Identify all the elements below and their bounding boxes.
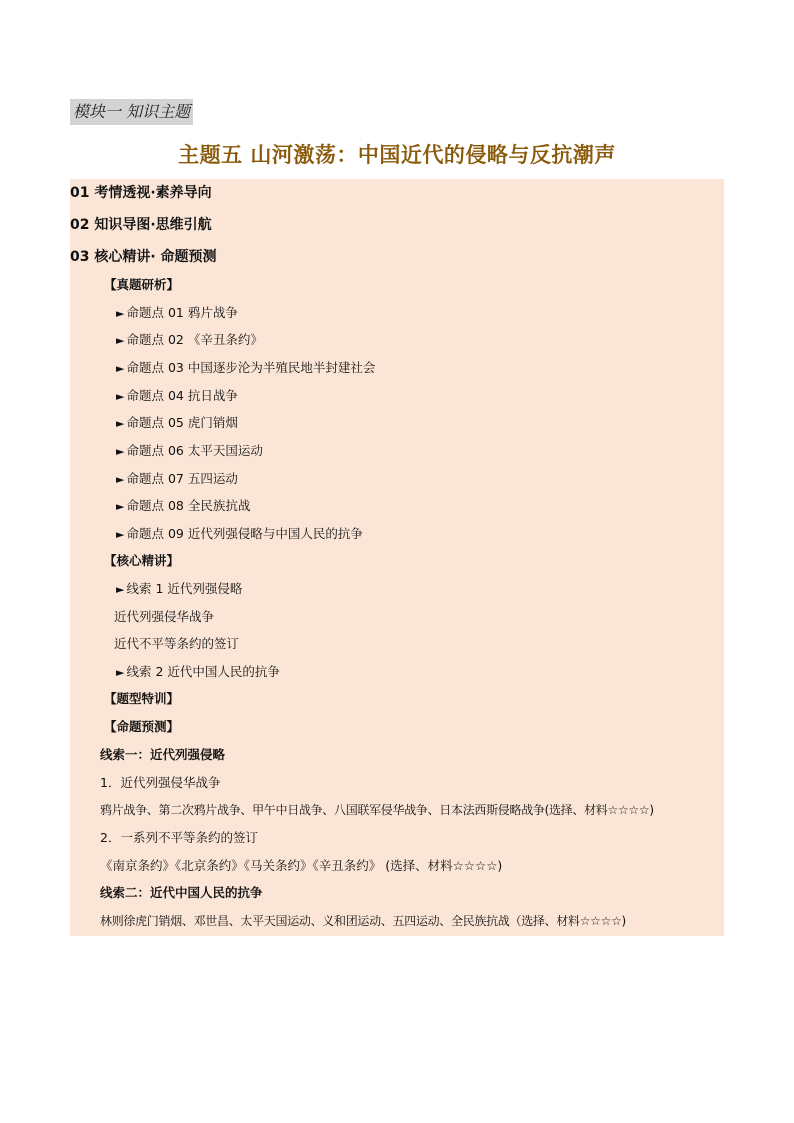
toc-item-mingtidian-8: ► 命题点 08 全民族抗战	[116, 496, 250, 516]
arrow-icon: ►	[116, 417, 125, 430]
arrow-icon: ►	[116, 390, 125, 403]
module-label: 模块一 知识主题	[70, 99, 193, 125]
toc-item-mingtidian-4: ► 命题点 04 抗日战争	[116, 386, 238, 406]
tixing-heading: 【题型特训】	[104, 691, 180, 706]
toc-section-3: 03 核心精讲· 命题预测	[70, 249, 217, 265]
page-title: 主题五 山河激荡：中国近代的侵略与反抗潮声	[178, 143, 616, 167]
arrow-icon: ►	[116, 473, 125, 486]
clue-one-item-1-text: 鸦片战争、第二次鸦片战争、甲午中日战争、八国联军侵华战争、日本法西斯侵略战争(选择、材料☆☆☆☆)	[100, 803, 654, 817]
hexin-heading: 【核心精讲】	[104, 553, 180, 568]
clue-two-text: 林则徐虎门销烟、邓世昌、太平天国运动、义和团运动、五四运动、全民族抗战（选择、材料☆☆☆☆)	[100, 914, 626, 928]
arrow-icon: ►	[116, 307, 125, 320]
arrow-icon: ►	[116, 445, 125, 458]
toc-item-xiansuo-1: ► 线索 1 近代列强侵略	[116, 579, 242, 599]
toc-item-xiansuo-2: ► 线索 2 近代中国人民的抗争	[116, 662, 280, 682]
arrow-icon: ►	[116, 500, 125, 513]
zhenti-heading: 【真题研析】	[104, 277, 180, 292]
clue-two-title: 线索二：近代中国人民的抗争	[100, 885, 263, 900]
clue-one-item-2: 2．一系列不平等条约的签订	[100, 830, 258, 845]
clue-one-item-1: 1．近代列强侵华战争	[100, 775, 221, 790]
arrow-icon: ►	[116, 666, 125, 679]
toc-item-mingtidian-3: ► 命题点 03 中国逐步沦为半殖民地半封建社会	[116, 358, 375, 378]
toc-item-xiansuo-1-sub-2: 近代不平等条约的签订	[114, 636, 240, 651]
arrow-icon: ►	[116, 528, 125, 541]
toc-item-mingtidian-6: ► 命题点 06 太平天国运动	[116, 441, 263, 461]
clue-one-item-2-text: 《南京条约》《北京条约》《马关条约》《辛丑条约》 (选择、材料☆☆☆☆)	[100, 858, 503, 873]
arrow-icon: ►	[116, 334, 125, 347]
toc-item-mingtidian-5: ► 命题点 05 虎门销烟	[116, 413, 238, 433]
yuce-heading: 【命题预测】	[104, 719, 180, 734]
toc-item-mingtidian-9: ► 命题点 09 近代列强侵略与中国人民的抗争	[116, 524, 363, 544]
toc-item-xiansuo-1-sub-1: 近代列强侵华战争	[114, 609, 215, 624]
arrow-icon: ►	[116, 362, 125, 375]
toc-item-mingtidian-2: ► 命题点 02 《辛丑条约》	[116, 330, 263, 350]
toc-item-mingtidian-7: ► 命题点 07 五四运动	[116, 469, 238, 489]
toc-section-2: 02 知识导图·思维引航	[70, 217, 212, 233]
arrow-icon: ►	[116, 583, 125, 596]
table-of-contents	[70, 179, 724, 936]
clue-one-title: 线索一：近代列强侵略	[100, 747, 226, 762]
toc-section-1: 01 考情透视·素养导向	[70, 185, 212, 201]
toc-item-mingtidian-1: ► 命题点 01 鸦片战争	[116, 303, 238, 323]
